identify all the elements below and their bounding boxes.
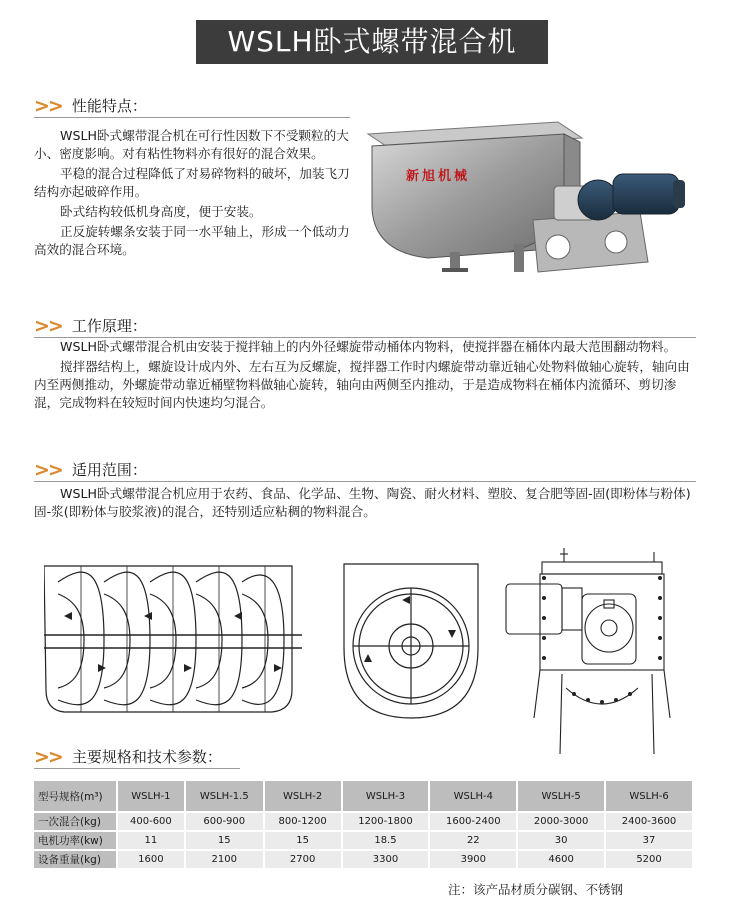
- features-heading-label: 性能特点：: [71, 97, 147, 115]
- principle-heading: [34, 314, 147, 336]
- table-cell: 400-600: [118, 813, 184, 830]
- drive-elevation-drawing: [504, 548, 676, 760]
- page-title: WSLH卧式螺带混合机: [196, 20, 548, 64]
- principle-paragraph: 搅拌器结构上，螺旋设计成内外、左右互为反螺旋，搅拌器工作时内螺旋带动靠近轴心处物料做轴心旋转，轴向由内至两侧推动，外螺旋带动靠近桶壁物料做轴心旋转，轴向由两侧至内推动，于是造成物料在桶体内流循环、剪切渗混，完成物料在较短时间内快速均匀混合。: [34, 359, 690, 410]
- features-paragraph: WSLH卧式螺带混合机在可行性因数下不受颗粒的大小、密度影响。对有粘性物料亦有很好的混合效果。: [34, 128, 349, 161]
- principle-paragraph: WSLH卧式螺带混合机由安装于搅拌轴上的内外径螺旋带动桶体内物料，使搅拌器在桶体内最大范围翻动物料。: [60, 339, 677, 354]
- table-header-cell: WSLH-2: [265, 781, 341, 811]
- table-cell: 800-1200: [265, 813, 341, 830]
- table-row-label: 电机功率(kw): [34, 832, 116, 849]
- features-paragraph: 卧式结构较低机身高度，便于安装。: [60, 204, 262, 219]
- brand-text: 新旭机械: [406, 169, 471, 184]
- features-paragraph: 正反旋转螺条安装于同一水平轴上，形成一个低动力高效的混合环境。: [34, 224, 350, 257]
- double-chevron-icon: >>: [34, 315, 62, 337]
- double-chevron-icon: >>: [34, 459, 62, 481]
- table-row-label: 设备重量(kg): [34, 851, 116, 868]
- table-cell: 3900: [430, 851, 516, 868]
- specs-heading-label: 主要规格和技术参数：: [71, 748, 222, 766]
- principle-text: [34, 338, 698, 412]
- table-header-label: 型号规格(m³): [34, 781, 116, 811]
- table-cell: 1200-1800: [343, 813, 429, 830]
- spec-table: [32, 779, 694, 870]
- table-row: [34, 813, 692, 830]
- table-row: [34, 832, 692, 849]
- table-header-cell: WSLH-3: [343, 781, 429, 811]
- section-divider: [34, 768, 240, 769]
- scope-heading: [34, 458, 147, 480]
- scope-paragraph: WSLH卧式螺带混合机应用于农药、食品、化学品、生物、陶瓷、耐火材料、塑胶、复合肥等固-固(即粉体与粉体)固-浆(即粉体与胶浆液)的混合，还特别适应粘稠的物料混合。: [34, 486, 691, 519]
- features-heading: [34, 94, 147, 116]
- table-cell: 30: [518, 832, 604, 849]
- machine-photo: [358, 112, 696, 284]
- double-chevron-icon: >>: [34, 95, 62, 117]
- table-cell: 1600: [118, 851, 184, 868]
- section-view-drawing: [342, 562, 480, 720]
- table-cell: 22: [430, 832, 516, 849]
- table-cell: 1600-2400: [430, 813, 516, 830]
- table-cell: 37: [606, 832, 692, 849]
- scope-heading-label: 适用范围：: [71, 461, 147, 479]
- ribbon-agitator-drawing: [44, 560, 302, 726]
- features-paragraph: 平稳的混合过程降低了对易碎物料的破坏，加装飞刀结构亦起破碎作用。: [34, 166, 350, 199]
- section-divider: [34, 481, 696, 482]
- specs-heading: [34, 745, 222, 767]
- table-row: [34, 851, 692, 868]
- table-cell: 15: [265, 832, 341, 849]
- principle-heading-label: 工作原理：: [71, 317, 147, 335]
- table-cell: 2000-3000: [518, 813, 604, 830]
- material-note: 注：该产品材质分碳钢、不锈钢: [448, 882, 624, 897]
- section-divider: [34, 117, 350, 118]
- table-cell: 2700: [265, 851, 341, 868]
- table-cell: 2100: [186, 851, 263, 868]
- scope-text: [34, 485, 698, 521]
- table-cell: 5200: [606, 851, 692, 868]
- table-cell: 11: [118, 832, 184, 849]
- table-header-cell: WSLH-6: [606, 781, 692, 811]
- table-cell: 2400-3600: [606, 813, 692, 830]
- table-cell: 4600: [518, 851, 604, 868]
- table-header-row: [34, 781, 692, 811]
- table-cell: 3300: [343, 851, 429, 868]
- double-chevron-icon: >>: [34, 746, 62, 768]
- table-header-cell: WSLH-5: [518, 781, 604, 811]
- table-row-label: 一次混合(kg): [34, 813, 116, 830]
- features-text: [34, 127, 352, 259]
- table-header-cell: WSLH-4: [430, 781, 516, 811]
- table-cell: 600-900: [186, 813, 263, 830]
- table-cell: 18.5: [343, 832, 429, 849]
- table-header-cell: WSLH-1.5: [186, 781, 263, 811]
- table-cell: 15: [186, 832, 263, 849]
- table-header-cell: WSLH-1: [118, 781, 184, 811]
